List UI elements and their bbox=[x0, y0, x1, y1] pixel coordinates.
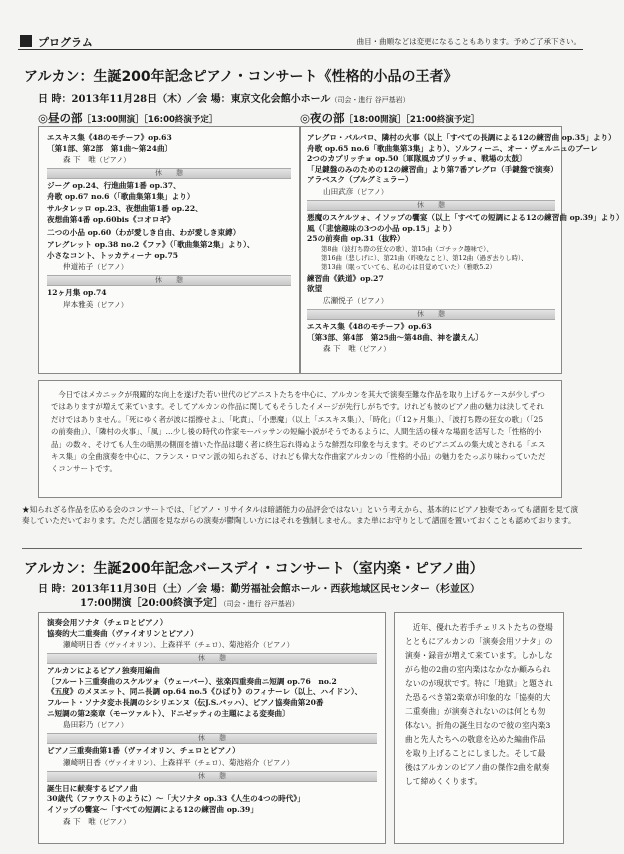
program-work: 小さなコント、トッカティーナ op.75 bbox=[47, 250, 179, 260]
program-work: サルタレッロ op.23、夜想曲第1番 op.22、 bbox=[47, 204, 203, 214]
performer: 仲道祐子（ピアノ） bbox=[63, 262, 128, 272]
divider-line bbox=[22, 548, 582, 549]
program-group bbox=[47, 666, 377, 731]
concert2-program bbox=[38, 612, 386, 844]
concert1-essay: 今日ではメカニックが飛躍的な向上を遂げた若い世代のピアニストたちを中心に、アルカンを其大で演奏至難な作品を取り上げるケースが少しずつではありますが増えて来ています。そしてアルカンの作品に関してもそうしたイメージが先行しがちです。けれども彼のピアノ曲の魅力は決してそれだけではありません。「死にゆく者が波に揺擦せよ」、「叱責」、「小悪魔」（以上「エスキス集」）、「時化」（「12ヶ月集」）、「波打ち際の狂女の歌」（「25の前奏曲」）、「隣村の火事」、「風」…少し後の時代の作家モーパッサンの短編小説がそうであるように、人間生活の様々な場面を活写した「性格的小品」の数々、そけても人生の暗黒の側面を描いた作品は聴く者に終生忘れ得ぬような鮮烈な印象を与えます。そのピアニズムの集大成とされる「エスキス集」の全曲演奏を中心に、フランス・ロマン派の知られざる、けれども偉大な作曲家アルカンの「性格的小品」の魅力をたっぷり味わっていただくコンサートです。 bbox=[38, 380, 562, 498]
program-work: 風（「悲愴趣味の3つの小品 op.15」より） bbox=[307, 223, 457, 233]
program-work: 悪魔のスケルツォ、イソップの饗宴（以上「すべての短調による12の練習曲 op.39」より） bbox=[307, 212, 624, 222]
program-work: 協奏的大二重奏曲（ヴァイオリンとピアノ） bbox=[47, 628, 198, 638]
program-work: アルカンによるピアノ独奏用編曲 bbox=[47, 666, 160, 676]
program-group bbox=[47, 181, 291, 202]
program-work: 〔フルート三重奏曲のスケルツォ（ウェーバー）、弦楽四重奏曲ニ短調 op.76 no.2 bbox=[47, 676, 337, 686]
intermission-divider: 休 憩 bbox=[47, 733, 377, 744]
day-section-label: ◎昼の部［13:00開演］［16:00終演予定］ bbox=[38, 111, 218, 125]
program-work: 30歳代（ファウストのように）〜「大ソナタ op.33《人生の4つの時代》」 bbox=[47, 794, 305, 804]
intermission-divider: 休 憩 bbox=[307, 309, 555, 320]
program-work: エスキス集《48のモチーフ》op.63 bbox=[307, 321, 432, 331]
program-work: ニ短調の第2楽章（モーツァルト）、ドニゼッティの主題による変奏曲〕 bbox=[47, 708, 290, 718]
program-work: 12ヶ月集 op.74 bbox=[47, 288, 107, 298]
performer: 森 下 唯（ピアノ） bbox=[63, 155, 131, 165]
program-sub-work: 第16曲（悲しげに）、第21曲（昨晩なこと）、第12曲（過ぎ去りし時）、 bbox=[321, 253, 528, 262]
program-work: エスキス集《48のモチーフ》op.63 bbox=[47, 133, 172, 142]
program-group bbox=[47, 240, 291, 273]
performer: 森 下 唯（ピアノ） bbox=[63, 816, 131, 826]
performer: 広瀬悦子（ピアノ） bbox=[323, 295, 388, 305]
program-work: 演奏会用ソナタ（チェロとピアノ） bbox=[47, 618, 168, 627]
program-work: 舟歌 op.67 no.6（「歌曲集第1集」より） bbox=[47, 191, 195, 201]
program-group bbox=[307, 322, 555, 355]
program-group bbox=[47, 204, 291, 225]
program-work: 欲望 bbox=[307, 284, 323, 294]
program-work: イソップの饗宴〜「すべての短調による12の練習曲 op.39」 bbox=[47, 804, 258, 814]
performer: 島田彩乃（ピアノ） bbox=[63, 720, 128, 730]
program-sub-work: 第13曲（眠っていても、私の心は目覚めていた）（雅歌5.2） bbox=[321, 262, 496, 271]
performer: 岸本雅美（ピアノ） bbox=[63, 299, 128, 309]
concert1-date-venue: 日 時：2013年11月28日（木）／会 場：東京文化会館小ホール（司会・進行 谷戸基岩） bbox=[38, 94, 410, 105]
change-note: 曲目・曲順などは変更になることもあります。予めご了承下さい。 bbox=[356, 37, 581, 46]
concert2-time: 17:00開演［20:00終演予定］（司会・進行 谷戸基岩） bbox=[80, 598, 299, 609]
concert2-date-venue: 日 時：2013年11月30日（土）／会 場：勤労福祉会館ホール・西荻地域区民センター（杉並区） bbox=[38, 584, 481, 595]
concert2-essay: 近年、優れた若手チェリストたちの登場とともにアルカンの「演奏会用ソナタ」の演奏・録音が増えて来ています。しかしながら他の2曲の室内楽はなかなか顧みられないのが現状です。特に「地獄」と題された恐るべき第2楽章が印象的な「協奏的大二重奏曲」が演奏されないのは何とも勿体ない。折角の誕生日なので彼の室内楽3曲と先人たちへの敬意を込めた編曲作品を取り上げることにしました。そして最後はアルカンのピアノ曲の傑作2曲を献奏して締めくくります。 bbox=[394, 612, 564, 844]
program-work: 2つのカプリッチョ op.50〔軍隊風カプリッチョ、戦場の太鼓〕 bbox=[307, 154, 527, 164]
program-group bbox=[47, 288, 291, 311]
square-bullet-icon bbox=[20, 35, 32, 47]
program-work: 誕生日に献奏するピアノ曲 bbox=[47, 783, 138, 793]
program-work: 二つの小品 op.60（わが愛しき自由、わが愛しき束縛） bbox=[47, 227, 241, 237]
intermission-divider: 休 憩 bbox=[47, 653, 377, 664]
program-group bbox=[47, 133, 291, 166]
performer: 山田武彦（ピアノ） bbox=[323, 186, 388, 196]
program-work: 舟歌 op.65 no.6「歌曲集第3集」より）、ソルフィーニ、オー・ヴェルニュのブーレ bbox=[307, 143, 598, 153]
night-program bbox=[300, 126, 624, 374]
program-group bbox=[47, 618, 377, 651]
program-sub-work: 第8曲（波打ち際の狂女の歌）、第15曲（ゴチック趣味で）、 bbox=[321, 244, 493, 253]
intermission-divider: 休 憩 bbox=[47, 168, 291, 179]
program-work: アレグロ・バルバロ、隣村の火事（以上「すべての長調による12の練習曲 op.35」より） bbox=[307, 133, 616, 142]
intermission-divider: 休 憩 bbox=[47, 771, 377, 782]
program-work: 25の前奏曲 op.31（抜粋） bbox=[307, 234, 405, 244]
program-group bbox=[307, 212, 624, 272]
program-group bbox=[47, 746, 377, 769]
program-work: 練習曲《鉄道》op.27 bbox=[307, 273, 384, 283]
section-header bbox=[18, 34, 583, 50]
program-work: 〔第1部、第2部 第1曲〜第24曲〕 bbox=[47, 143, 173, 153]
day-program bbox=[38, 126, 300, 374]
program-group bbox=[307, 274, 555, 307]
program-work: アラベスク（ブルグミュラー） bbox=[307, 175, 413, 185]
intermission-divider: 休 憩 bbox=[307, 200, 555, 211]
program-work: アレグレット op.38 no.2《ファ》（「歌曲集第2集」より）、 bbox=[47, 240, 255, 250]
program-work: 夜想曲第4番 op.60bis《コオロギ》 bbox=[47, 214, 175, 224]
performer: 瀬崎明日香（ヴァイオリン）、上森祥平（チェロ）、菊池裕介（ピアノ） bbox=[63, 640, 294, 650]
program-work: フルート・ソナタ変ホ長調のシシリエンヌ（伝J.S.バッハ）、ピアノ協奏曲第20番 bbox=[47, 697, 324, 707]
night-section-label: ◎夜の部［18:00開演］［21:00終演予定］ bbox=[300, 111, 480, 125]
program-work: 「足鍵盤のみのための12の練習曲」より第7番アレグロ（手鍵盤で演奏） bbox=[307, 164, 558, 174]
score-notice: ★知られざる作品を広める会のコンサートでは、「ピアノ・リサイタルは暗譜能力の品評会ではない」という考えから、基本的にピアノ独奏であっても譜面を見て演奏していただいております。ただし譜面を見ながらの演奏が鬱陶しい方にはそれを強制しません。また単にお守りとして譜面を置いておくことも認めております。 bbox=[22, 505, 579, 525]
program-group bbox=[307, 133, 616, 198]
concert1-title: アルカン：生誕200年記念ピアノ・コンサート《性格的小品の王者》 bbox=[24, 69, 458, 85]
performer: 森 下 唯（ピアノ） bbox=[323, 344, 391, 354]
program-work: ピアノ三重奏曲第1番（ヴァイオリン、チェロとピアノ） bbox=[47, 746, 240, 756]
concert2-title: アルカン：生誕200年記念バースデイ・コンサート（室内楽・ピアノ曲） bbox=[24, 561, 484, 577]
program-work: ジーグ op.24、行進曲第1番 op.37、 bbox=[47, 181, 181, 191]
performer: 瀬崎明日香（ヴァイオリン）、上森祥平（チェロ）、菊池裕介（ピアノ） bbox=[63, 757, 294, 767]
program-work: 〔第3部、第4部 第25曲〜第48曲、神を讃えん〕 bbox=[307, 332, 483, 342]
program-work: 《五度》のメヌエット、同ニ長調 op.64 no.5《ひばり》のフィナーレ（以上、ハイドン）、 bbox=[47, 687, 363, 697]
section-title: プログラム bbox=[38, 36, 93, 49]
program-group bbox=[47, 784, 377, 828]
program-group bbox=[47, 228, 291, 239]
intermission-divider: 休 憩 bbox=[47, 275, 291, 286]
